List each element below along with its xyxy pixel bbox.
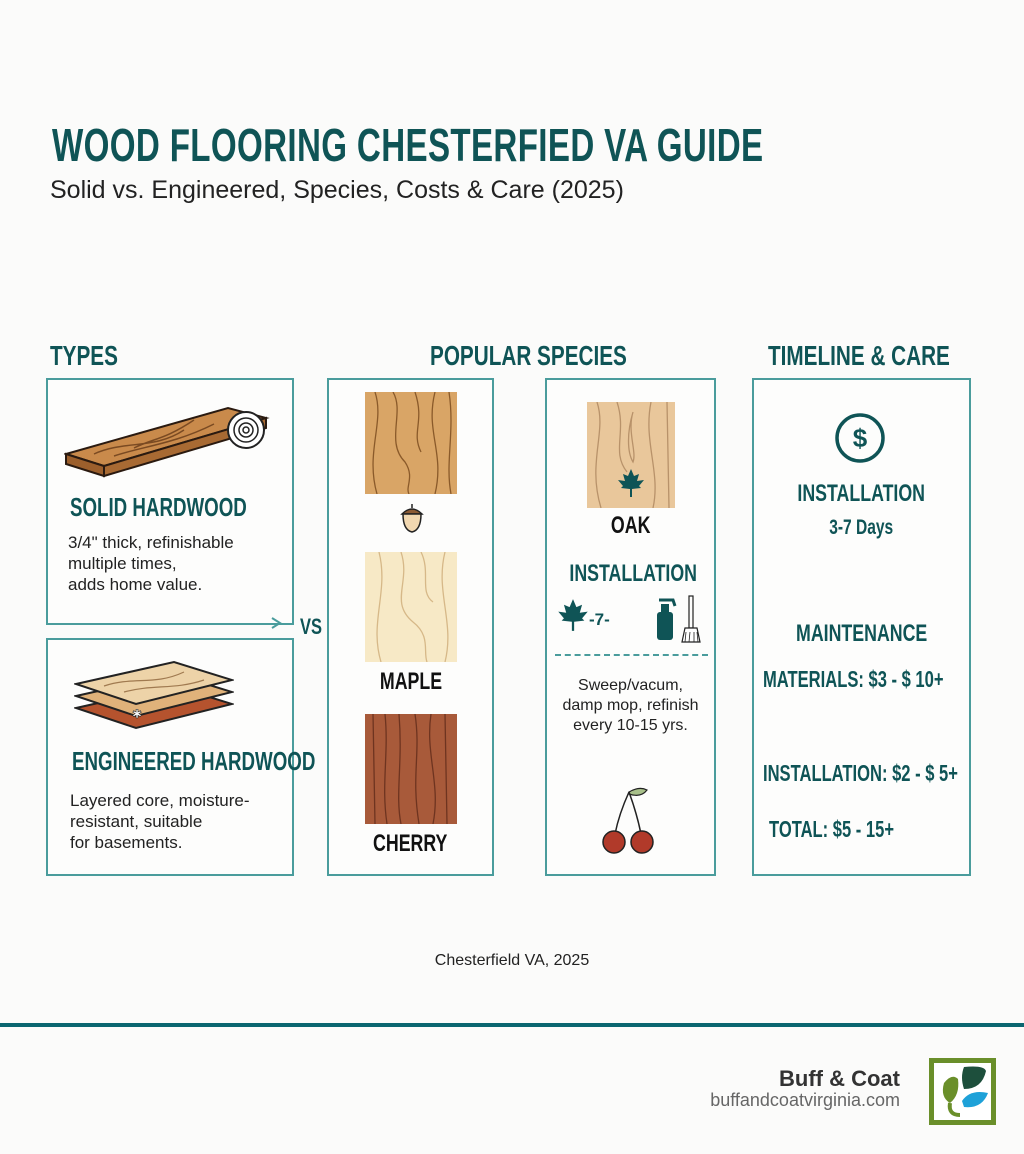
description-line: multiple times, (68, 554, 177, 573)
cherry-label: CHERRY (373, 830, 448, 857)
species-column-left (327, 378, 494, 876)
oak-swatch (365, 392, 457, 494)
description-line: every 10-15 yrs. (573, 717, 688, 734)
svg-text:$: $ (852, 423, 868, 453)
page-subtitle: Solid vs. Engineered, Species, Costs & Care (2025) (50, 176, 624, 204)
installation-days: 3-7 Days (829, 516, 894, 539)
footer-location-year: Chesterfield VA, 2025 (434, 952, 590, 969)
description-line: damp mop, refinish (562, 697, 699, 714)
description-line: for basements. (70, 833, 183, 852)
species-column-right (545, 378, 716, 876)
description-line: 3/4" thick, refinishable (68, 533, 234, 552)
section-heading-species: POPULAR SPECIES (430, 340, 627, 371)
care-description (547, 676, 714, 736)
divider (555, 654, 708, 656)
solid-hardwood-description (68, 532, 234, 595)
dollar-circle-icon (834, 412, 886, 464)
acorn-icon (399, 502, 425, 534)
engineered-hardwood-description (70, 790, 250, 853)
leaf-logo-icon (929, 1058, 996, 1125)
installation-value: -7- (589, 610, 610, 629)
cherry-icon (599, 784, 659, 856)
solid-plank-with-log-icon (64, 390, 270, 480)
engineered-hardwood-card (46, 638, 316, 876)
installation-cost: INSTALLATION: $2 - $ 5+ (763, 760, 958, 786)
oak-swatch (587, 402, 675, 508)
arrow-right-icon (270, 616, 284, 630)
materials-cost: MATERIALS: $3 - $ 10+ (763, 666, 944, 692)
svg-text:✱: ✱ (132, 707, 143, 721)
maple-leaf-icon (557, 598, 589, 632)
layered-planks-icon (74, 656, 234, 746)
brand-url[interactable]: buffandcoatvirginia.com (710, 1090, 900, 1110)
maple-label: MAPLE (379, 668, 442, 695)
description-line: adds home value. (68, 575, 203, 594)
description-line: Sweep/vacum, (578, 677, 683, 694)
oak-label: OAK (610, 512, 651, 539)
versus-label: VS (300, 614, 323, 639)
species-installation-title: INSTALLATION (569, 560, 698, 587)
section-heading-types: TYPES (50, 340, 118, 371)
footer-divider (0, 1023, 1024, 1027)
broom-icon (681, 594, 701, 644)
brand-name: Buff & Coat (779, 1066, 900, 1091)
cherry-swatch (365, 714, 457, 824)
solid-hardwood-card (46, 378, 294, 625)
section-heading-timeline: TIMELINE & CARE (768, 340, 950, 371)
maple-leaf-icon (617, 468, 645, 498)
timeline-installation-title: INSTALLATION (797, 480, 926, 507)
solid-hardwood-title: SOLID HARDWOOD (70, 492, 247, 522)
maple-swatch (365, 552, 457, 662)
total-cost: TOTAL: $5 - 15+ (769, 816, 895, 842)
description-line: Layered core, moisture- (70, 791, 250, 810)
description-line: resistant, suitable (70, 812, 203, 831)
timeline-care-card (752, 378, 971, 876)
maintenance-title: MAINTENANCE (795, 620, 928, 647)
engineered-hardwood-title: ENGINEERED HARDWOOD (72, 746, 316, 776)
spray-bottle-icon (653, 596, 677, 642)
page-title: WOOD FLOORING CHESTERFIED VA GUIDE (52, 119, 764, 171)
